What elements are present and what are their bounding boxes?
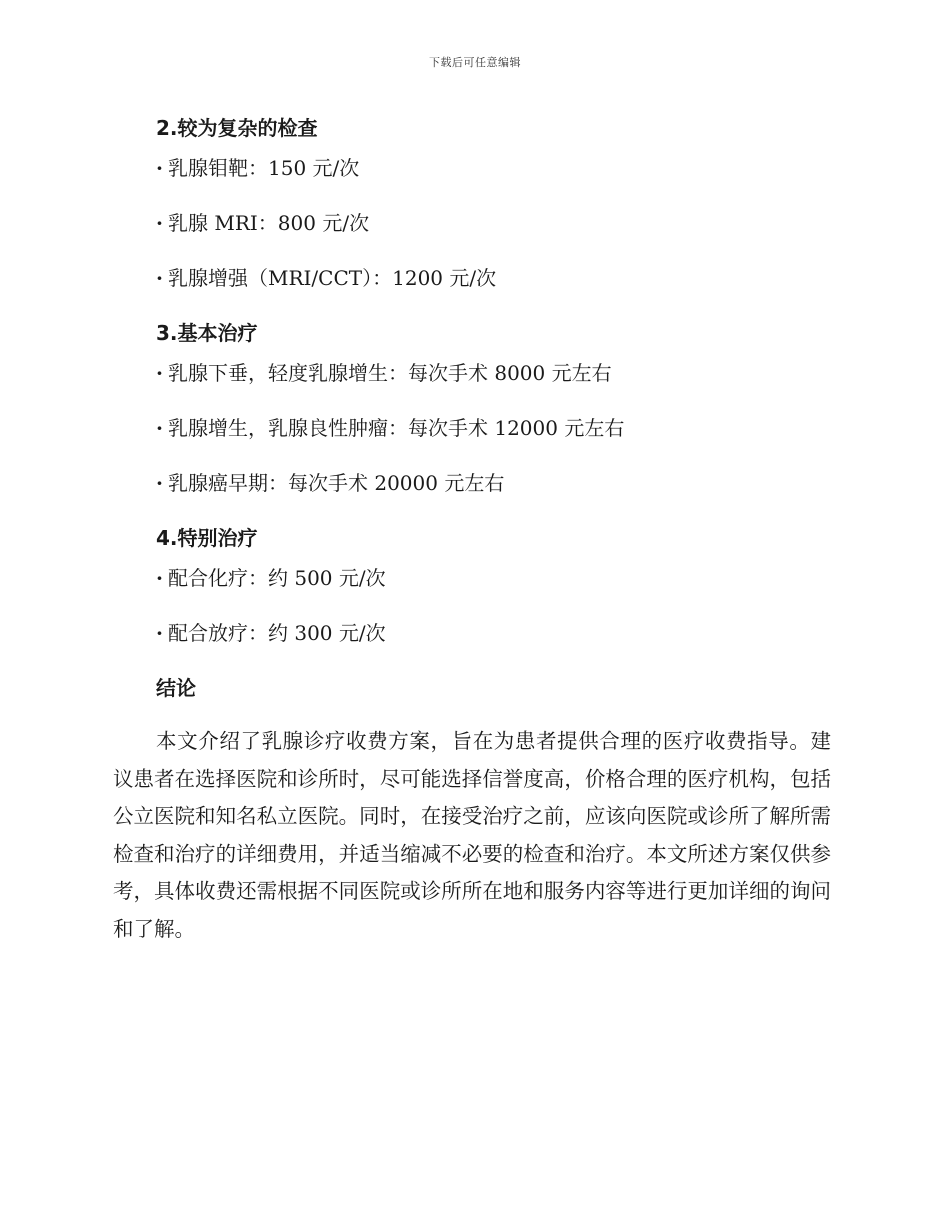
bullet-list (113, 558, 833, 653)
bullet-dot: · (156, 266, 163, 290)
section-heading: 2.较为复杂的检查 (156, 116, 318, 140)
bullet-dot: · (156, 211, 163, 235)
list-item (156, 613, 833, 653)
list-item (156, 203, 833, 243)
list-item-text: 乳腺钼靶：150 元/次 (168, 156, 360, 180)
section-special-treatment (113, 518, 833, 653)
section-conclusion (113, 668, 833, 948)
list-item (156, 408, 833, 448)
bullet-dot: · (156, 621, 163, 645)
section-heading: 4.特别治疗 (156, 526, 258, 550)
list-item-text: 乳腺癌早期：每次手术 20000 元左右 (168, 471, 505, 495)
bullet-dot: · (156, 156, 163, 180)
bullet-dot: · (156, 416, 163, 440)
section-basic-treatment (113, 313, 833, 503)
list-item (156, 463, 833, 503)
list-item (156, 258, 833, 298)
list-item-text: 乳腺增生，乳腺良性肿瘤：每次手术 12000 元左右 (168, 416, 625, 440)
header-note: 下载后可任意编辑 (429, 56, 521, 69)
bullet-dot: · (156, 566, 163, 590)
section-heading: 3.基本治疗 (156, 321, 258, 345)
list-item (156, 353, 833, 393)
list-item-text: 乳腺 MRI：800 元/次 (168, 211, 370, 235)
list-item (156, 558, 833, 598)
bullet-dot: · (156, 471, 163, 495)
bullet-list (113, 148, 833, 298)
list-item-text: 乳腺增强（MRI/CCT）：1200 元/次 (168, 266, 497, 290)
section-complex-exams (113, 108, 833, 298)
conclusion-heading: 结论 (156, 676, 196, 700)
list-item-text: 配合化疗：约 500 元/次 (168, 566, 386, 590)
document-content (113, 108, 833, 963)
list-item-text: 配合放疗：约 300 元/次 (168, 621, 386, 645)
bullet-dot: · (156, 361, 163, 385)
list-item (156, 148, 833, 188)
conclusion-paragraph: 本文介绍了乳腺诊疗收费方案，旨在为患者提供合理的医疗收费指导。建议患者在选择医院和诊所时，尽可能选择信誉度高，价格合理的医疗机构，包括公立医院和知名私立医院。同时，在接受治疗之前，应该向医院或诊所了解所需检查和治疗的详细费用，并适当缩减不必要的检查和治疗。本文所述方案仅供参考，具体收费还需根据不同医院或诊所所在地和服务内容等进行更加详细的询问和了解。 (113, 729, 831, 941)
list-item-text: 乳腺下垂，轻度乳腺增生：每次手术 8000 元左右 (168, 361, 612, 385)
bullet-list (113, 353, 833, 503)
